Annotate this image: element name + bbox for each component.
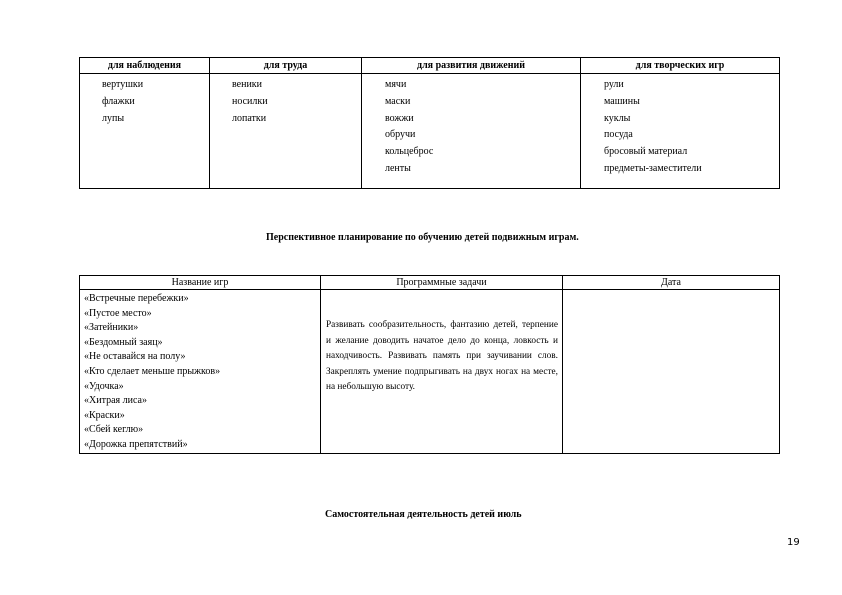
game-item: «Бездомный заяц» (84, 336, 163, 348)
equipment-header-creative: для творческих игр (581, 58, 780, 74)
list-item: бросовый материал (604, 146, 688, 158)
games-header-row (80, 276, 780, 290)
list-item: вертушки (102, 79, 144, 90)
list-item: кольцеброс (385, 146, 434, 158)
equipment-table (79, 57, 780, 189)
games-body-row (80, 290, 780, 454)
list-item: веники (232, 79, 263, 90)
list-item: куклы (604, 112, 631, 124)
game-item: «Удочка» (84, 380, 124, 392)
list-item: обручи (385, 129, 416, 141)
list-item: носилки (232, 95, 268, 107)
list-item: ленты (385, 162, 411, 174)
list-item: предметы-заместители (604, 162, 702, 174)
equipment-cell-creative (581, 74, 780, 189)
list-item: рули (604, 79, 624, 90)
list-item: посуда (604, 129, 633, 141)
equipment-header-labor: для труда (210, 58, 362, 74)
games-cell-date (563, 290, 780, 454)
list-item: машины (604, 95, 640, 107)
game-item: «Пустое место» (84, 307, 152, 319)
equipment-header-observation: для наблюдения (80, 58, 210, 74)
program-tasks-text: Развивать сообразительность, фантазию детей, терпение и желание доводить начатое дело до конца, ловкость и находчивость. Развивать память при заучивании слов. Закреплять умение подпрыгивать на двух ногах на месте, на небольшую высоту. (326, 320, 558, 392)
game-item: «Дорожка препятствий» (84, 438, 188, 450)
games-cell-tasks (321, 290, 563, 454)
games-table (79, 275, 780, 454)
list-item: лопатки (232, 112, 267, 124)
equipment-cell-observation (80, 74, 210, 189)
game-item: «Затейники» (84, 322, 139, 334)
equipment-header-row (80, 58, 780, 74)
list-item: мячи (385, 79, 407, 90)
game-item: «Встречные перебежки» (84, 293, 189, 304)
section-heading-independent: Самостоятельная деятельность детей июль (325, 509, 522, 520)
equipment-cell-movement (362, 74, 581, 189)
equipment-header-movement: для развития движений (362, 58, 581, 74)
games-header-tasks: Программные задачи (321, 276, 563, 290)
list-item: вожжи (385, 112, 414, 124)
game-item: «Сбей кеглю» (84, 424, 144, 436)
list-item: лупы (102, 112, 125, 124)
game-item: «Кто сделает меньше прыжков» (84, 365, 221, 377)
games-header-name: Название игр (80, 276, 321, 290)
list-item: флажки (102, 95, 135, 107)
list-item: маски (385, 95, 411, 107)
game-item: «Не оставайся на полу» (84, 351, 186, 363)
game-item: «Хитрая лиса» (84, 395, 147, 407)
section-heading-planning: Перспективное планирование по обучению детей подвижным играм. (266, 232, 579, 243)
games-header-date: Дата (563, 276, 780, 290)
page-number: 19 (787, 537, 800, 548)
game-item: «Краски» (84, 409, 125, 421)
games-cell-names (80, 290, 321, 454)
equipment-body-row (80, 74, 780, 189)
equipment-cell-labor (210, 74, 362, 189)
